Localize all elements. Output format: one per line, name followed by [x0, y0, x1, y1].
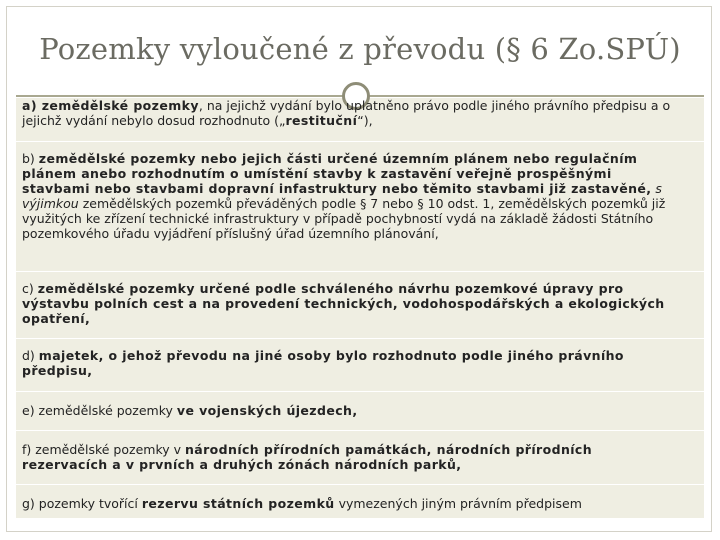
list-item-a	[22, 98, 682, 128]
item-text-run: vymezených jiným právním předpisem	[334, 496, 582, 511]
item-separator	[16, 430, 704, 431]
list-item-c	[22, 281, 682, 326]
item-text-run: restituční	[285, 113, 358, 128]
item-text-run: majetek, o jehož převodu na jiné osoby bylo rozhodnuto podle jiného právního předpisu,	[22, 348, 624, 378]
item-separator	[16, 484, 704, 485]
item-text-run: c)	[22, 281, 38, 296]
item-text-run: a) zemědělské pozemky	[22, 98, 199, 113]
item-text-run: zemědělských pozemků převáděných podle § 7 nebo § 10 odst. 1, zemědělských pozemků již využitých ke zřízení technické infrastruktury v případě pochybností vydá na základě žádosti Státního pozemkového úřadu vyjádření příslušný úřad územního plánování,	[22, 196, 666, 241]
list-item-b	[22, 151, 682, 241]
item-text-run: f) zemědělské pozemky v	[22, 442, 185, 457]
list-item-d	[22, 348, 682, 378]
item-text-run: zemědělské pozemky určené podle schváleného návrhu pozemkové úpravy pro výstavbu polních cest a na provedení technických, vodohospodářských a ekologických opatření,	[22, 281, 665, 326]
list-item-e	[22, 403, 682, 418]
item-text-run: národních přírodních památkách, národních přírodních rezervacích a v prvních a druhých zónách národních parků,	[22, 442, 593, 472]
item-text-run: s výjimkou	[22, 181, 662, 211]
item-text-run: , na jejichž vydání bylo uplatněno právo podle jiného právního předpisu a o jejichž vydání nebylo dosud rozhodnuto („	[22, 98, 671, 128]
item-separator	[16, 391, 704, 392]
item-separator	[16, 338, 704, 339]
item-text-run: b)	[22, 151, 39, 166]
item-text-run: g) pozemky tvořící	[22, 496, 142, 511]
item-text-run: “),	[357, 113, 373, 128]
item-text-run: zemědělské pozemky nebo jejich části určené územním plánem nebo regulačním plánem anebo rozhodnutím o umístění stavby k zastavění veřejně prospěšnými stavbami nebo stavbami dopravní infastruktury nebo těmito stavbami již zastavěné,	[22, 151, 652, 196]
item-text-run: ve vojenských újezdech,	[176, 403, 358, 418]
list-item-f	[22, 442, 682, 472]
item-text-run: e) zemědělské pozemky	[22, 403, 177, 418]
item-text-run: rezervu státních pozemků	[141, 496, 335, 511]
item-text-run: d)	[22, 348, 39, 363]
item-separator	[16, 141, 704, 142]
list-item-g	[22, 496, 682, 511]
slide-title: Pozemky vyloučené z převodu (§ 6 Zo.SPÚ)	[39, 32, 681, 66]
item-separator	[16, 271, 704, 272]
